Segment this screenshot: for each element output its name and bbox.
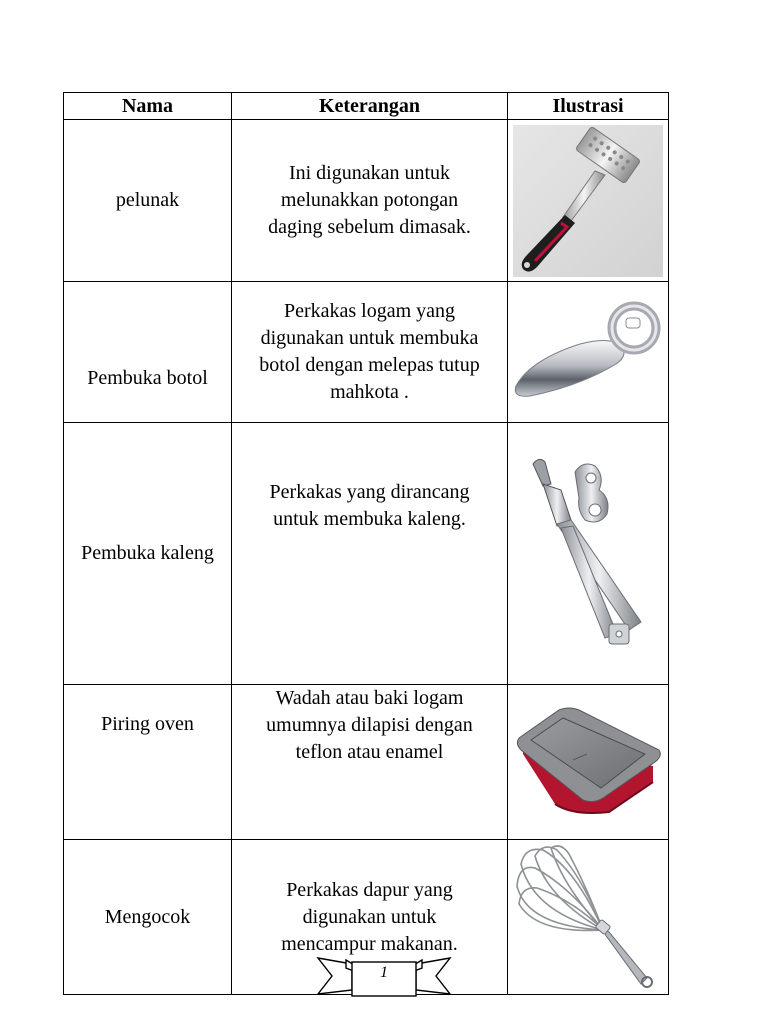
desc-line: digunakan untuk — [302, 905, 437, 928]
page-number-ribbon — [316, 952, 452, 1000]
baking-pan-image — [513, 700, 663, 824]
desc-line: melunakkan potongan — [280, 189, 459, 211]
table-row — [64, 120, 669, 282]
desc-line: Perkakas yang dirancang — [269, 481, 470, 503]
desc-line: umumnya dilapisi dengan — [266, 714, 473, 736]
header-description: Keterangan — [232, 93, 508, 120]
row-name: Pembuka botol — [64, 282, 232, 423]
desc-line: Wadah atau baki logam — [275, 687, 464, 709]
row-name: Piring oven — [64, 685, 232, 840]
page-number: 1 — [380, 964, 388, 981]
desc-line: Ini digunakan untuk — [288, 162, 451, 184]
row-illustration — [508, 120, 669, 282]
tools-table — [63, 92, 669, 995]
row-name: pelunak — [64, 120, 232, 282]
row-name: Mengocok — [64, 840, 232, 995]
desc-line: daging sebelum dimasak. — [268, 216, 471, 238]
bottle-opener-image — [510, 300, 666, 404]
desc-line: Perkakas dapur yang — [286, 878, 453, 901]
row-description — [232, 685, 508, 840]
row-illustration — [508, 840, 669, 995]
row-illustration — [508, 282, 669, 423]
desc-line: botol dengan melepas tutup — [259, 354, 480, 376]
row-description — [232, 120, 508, 282]
desc-line: Perkakas logam yang — [283, 300, 456, 322]
row-name: Pembuka kaleng — [64, 423, 232, 685]
desc-line: digunakan untuk membuka — [260, 327, 479, 349]
desc-line: untuk membuka kaleng. — [273, 508, 466, 530]
whisk-image — [513, 842, 663, 992]
table-header-row — [64, 93, 669, 120]
row-illustration — [508, 423, 669, 685]
meat-tenderizer-image — [513, 125, 663, 277]
row-description — [232, 423, 508, 685]
can-opener-image — [513, 454, 663, 654]
table-row — [64, 423, 669, 685]
table-row — [64, 685, 669, 840]
desc-line: mahkota . — [330, 381, 409, 403]
header-illustration: Ilustrasi — [508, 93, 669, 120]
row-illustration — [508, 685, 669, 840]
desc-line: teflon atau enamel — [295, 741, 444, 763]
header-name: Nama — [64, 93, 232, 120]
table-row — [64, 282, 669, 423]
desc-line: mencampur makanan. — [281, 932, 458, 955]
row-description — [232, 282, 508, 423]
